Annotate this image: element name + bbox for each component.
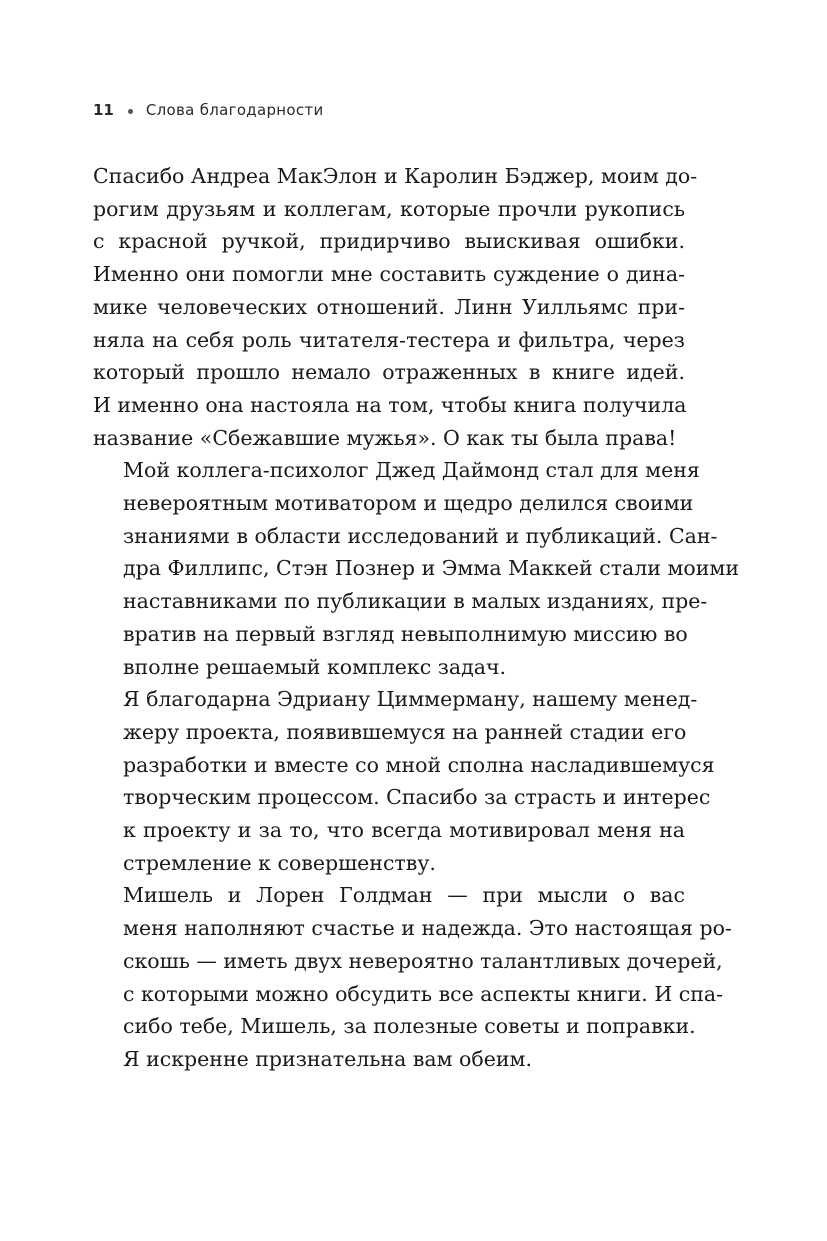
text-line: который прошло немало отраженных в книге идей. [93, 360, 685, 385]
text-line: Мишель и Лорен Голдман — при мысли о вас [123, 883, 685, 908]
text-line: Именно они помогли мне составить суждение о дина- [93, 262, 685, 287]
text-line: разработки и вместе со мной сполна насладившемуся [123, 752, 715, 777]
text-line: скошь — иметь двух невероятно талантливых дочерей, [123, 948, 723, 973]
text-line: Спасибо Андреа МакЭлон и Каролин Бэджер, моим до- [93, 164, 698, 188]
text-line: дра Филлипс, Стэн Познер и Эмма Маккей стали моими [123, 556, 740, 581]
paragraph-1 [93, 160, 698, 454]
paragraph-4 [93, 879, 732, 1075]
text-line: жеру проекта, появившемуся на ранней стадии его [123, 719, 687, 744]
bullet-separator [128, 109, 133, 114]
text-line: рогим друзьям и коллегам, которые прочли рукопись [93, 196, 685, 221]
text-line: няла на себя роль читателя-тестера и фильтра, через [93, 327, 685, 352]
text-line: к проекту и за то, что всегда мотивировал меня на [123, 818, 685, 843]
paragraph-2 [93, 454, 740, 683]
text-line: Мой коллега-психолог Джед Даймонд стал для меня [123, 458, 700, 483]
text-line: И именно она настояла на том, чтобы книга получила [93, 392, 687, 417]
text-line: наставниками по публикации в малых изданиях, пре- [123, 589, 708, 614]
page-number: 11 [93, 101, 114, 119]
text-line: с красной ручкой, придирчиво выискивая ошибки. [93, 229, 685, 254]
body-text [93, 160, 740, 1076]
text-line: вполне решаемый комплекс задач. [123, 654, 507, 679]
text-line: с которыми можно обсудить все аспекты книги. И спа- [123, 981, 724, 1006]
text-line: мике человеческих отношений. Линн Уилльямс при- [93, 294, 685, 319]
paragraph-3 [93, 683, 715, 879]
text-line: сибо тебе, Мишель, за полезные советы и поправки. [123, 1014, 696, 1039]
text-line: вратив на первый взгляд невыполнимую миссию во [123, 621, 688, 646]
running-head [93, 99, 324, 121]
text-line: название «Сбежавшие мужья». О как ты была права! [93, 425, 677, 450]
text-line: Я искренне признательна вам обеим. [123, 1046, 532, 1071]
text-line: невероятным мотиватором и щедро делился своими [123, 491, 694, 516]
text-line: знаниями в области исследований и публикаций. Сан- [123, 523, 718, 548]
text-line: стремление к совершенству. [123, 850, 436, 875]
text-line: Я благодарна Эдриану Циммерману, нашему менед- [123, 687, 698, 712]
text-line: творческим процессом. Спасибо за страсть и интерес [123, 785, 711, 810]
section-title: Слова благодарности [145, 101, 324, 119]
text-line: меня наполняют счастье и надежда. Это настоящая ро- [123, 916, 732, 941]
